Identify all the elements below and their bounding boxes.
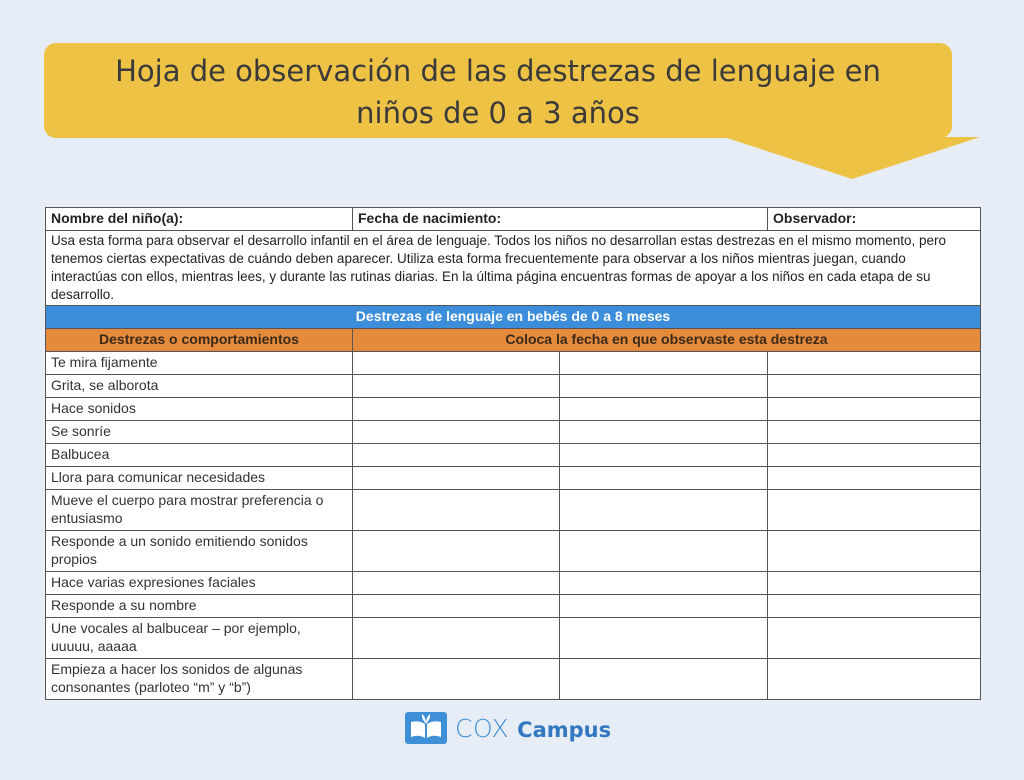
skill-label: Hace sonidos [46,398,353,421]
skill-label: Grita, se alborota [46,375,353,398]
child-name-field[interactable]: Nombre del niño(a): [46,208,353,231]
date-cell[interactable] [560,352,768,375]
skill-row [46,595,981,618]
section-title: Destrezas de lenguaje en bebés de 0 a 8 meses [46,306,981,329]
date-cell[interactable] [560,659,768,700]
date-cell[interactable] [560,572,768,595]
date-cell[interactable] [353,490,560,531]
date-cell[interactable] [353,352,560,375]
skill-row [46,467,981,490]
skill-row [46,398,981,421]
date-cell[interactable] [353,467,560,490]
date-cell[interactable] [768,659,981,700]
skill-rows [46,352,981,700]
banner-arrow [724,137,980,179]
observer-field[interactable]: Observador: [768,208,981,231]
date-cell[interactable] [560,444,768,467]
skill-label: Responde a un sonido emitiendo sonidos propios [46,531,353,572]
cox-campus-logo [405,710,611,746]
date-cell[interactable] [560,375,768,398]
skill-row [46,618,981,659]
logo-campus-text: Campus [517,717,612,742]
date-cell[interactable] [353,659,560,700]
date-cell[interactable] [353,595,560,618]
date-cell[interactable] [353,572,560,595]
date-cell[interactable] [560,398,768,421]
skill-label: Te mira fijamente [46,352,353,375]
skill-row [46,375,981,398]
date-cell[interactable] [353,531,560,572]
section-band-row [46,306,981,329]
header-row [46,208,981,231]
date-cell[interactable] [353,444,560,467]
skill-label: Une vocales al balbucear – por ejemplo, uuuuu, aaaaa [46,618,353,659]
skill-row [46,572,981,595]
date-cell[interactable] [768,572,981,595]
date-cell[interactable] [768,421,981,444]
skill-label: Se sonríe [46,421,353,444]
date-cell[interactable] [560,595,768,618]
date-cell[interactable] [768,490,981,531]
date-cell[interactable] [768,467,981,490]
date-cell[interactable] [768,618,981,659]
intro-text: Usa esta forma para observar el desarrollo infantil en el área de lenguaje. Todos los niños no desarrollan estas destrezas en el mismo momento, pero tenemos ciertas expectativas de cuándo deben aparecer. Utiliza esta forma frecuentemente para observar a los niños mientras juegan, cuando interactúas con ellos, mientras lees, y durante las rutinas diarias. En la última página encuentras formas de apoyar a los niños en cada etapa de su desarrollo. [46,231,981,306]
skill-label: Hace varias expresiones faciales [46,572,353,595]
title-line-1: Hoja de observación de las destrezas de lenguaje en [115,54,881,88]
skill-row [46,352,981,375]
date-cell[interactable] [560,467,768,490]
date-cell[interactable] [353,375,560,398]
dates-column-header: Coloca la fecha en que observaste esta destreza [353,329,981,352]
date-cell[interactable] [768,444,981,467]
date-cell[interactable] [768,375,981,398]
date-cell[interactable] [560,490,768,531]
skill-label: Mueve el cuerpo para mostrar preferencia o entusiasmo [46,490,353,531]
logo-cox-text: COX [455,713,510,743]
page-title [44,50,952,134]
skill-row [46,421,981,444]
birthdate-field[interactable]: Fecha de nacimiento: [353,208,768,231]
date-cell[interactable] [560,618,768,659]
column-header-row [46,329,981,352]
date-cell[interactable] [560,421,768,444]
title-line-2: niños de 0 a 3 años [356,96,640,130]
date-cell[interactable] [353,421,560,444]
skill-row [46,659,981,700]
skill-row [46,444,981,467]
observation-table [45,207,981,700]
date-cell[interactable] [353,398,560,421]
date-cell[interactable] [768,352,981,375]
skill-label: Empieza a hacer los sonidos de algunas consonantes (parloteo “m” y “b”) [46,659,353,700]
intro-row [46,231,981,306]
date-cell[interactable] [560,531,768,572]
skill-row [46,531,981,572]
skill-label: Responde a su nombre [46,595,353,618]
date-cell[interactable] [768,595,981,618]
open-book-leaf-icon [405,712,447,744]
date-cell[interactable] [768,531,981,572]
skill-label: Llora para comunicar necesidades [46,467,353,490]
date-cell[interactable] [768,398,981,421]
date-cell[interactable] [353,618,560,659]
skills-column-header: Destrezas o comportamientos [46,329,353,352]
skill-label: Balbucea [46,444,353,467]
skill-row [46,490,981,531]
